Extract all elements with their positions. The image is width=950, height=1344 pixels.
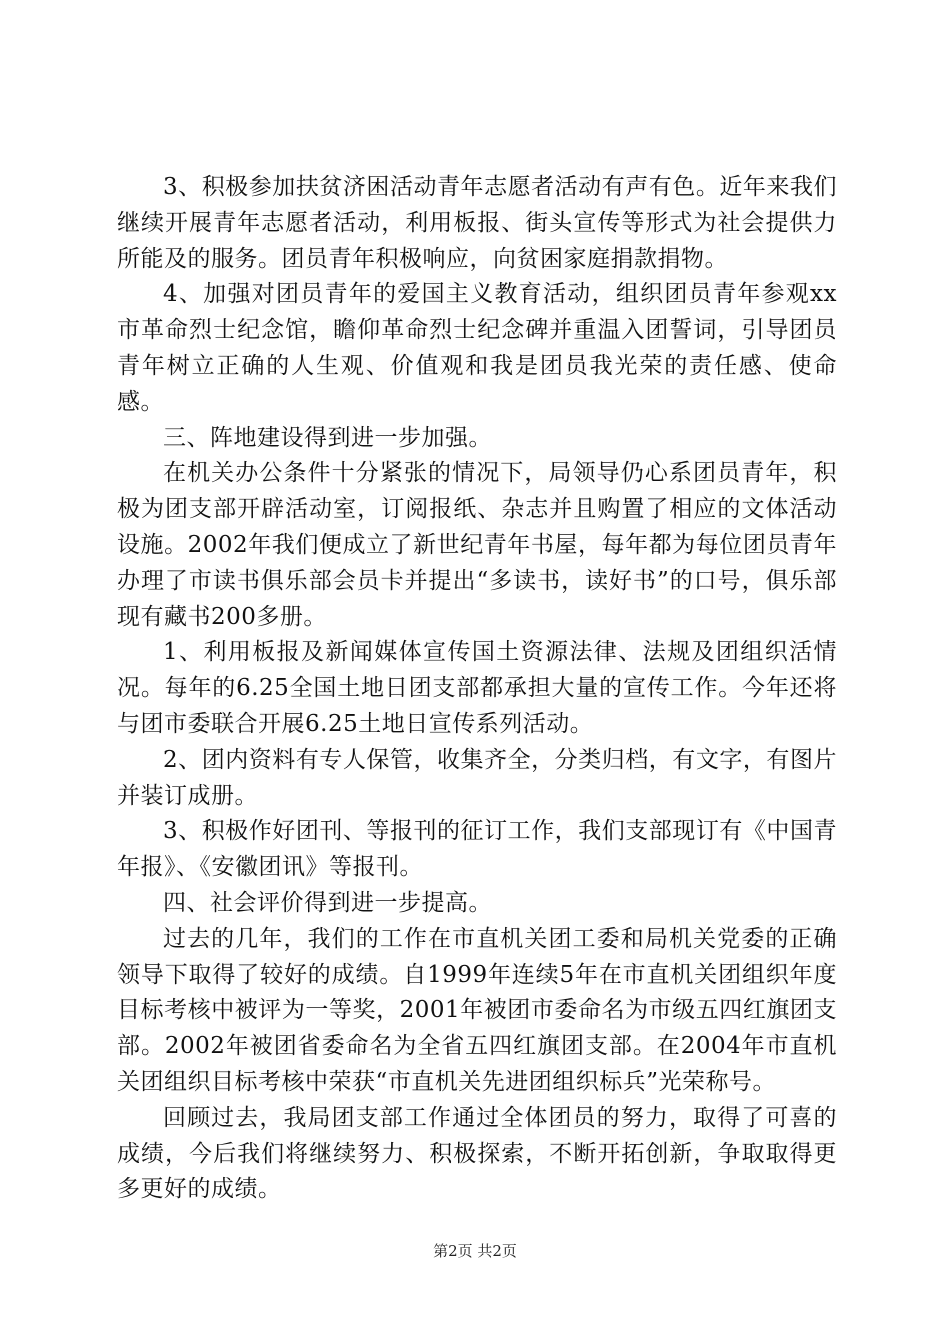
paragraph-publicity: 1、利用板报及新闻媒体宣传国土资源法律、法规及团组织活情况。每年的6.25全国土地日团支部都承担大量的宣传工作。今年还将与团市委联合开展6.25土地日宣传系列活动。 <box>117 639 837 737</box>
paragraph-activity-room: 在机关办公条件十分紧张的情况下，局领导仍心系团员青年，积极为团支部开辟活动室，订阅报纸、杂志并且购置了相应的文体活动设施。2002年我们便成立了新世纪青年书屋，每年都为每位团员青年办理了市读书俱乐部会员卡并提出“多读书，读好书”的口号，俱乐部现有藏书200多册。 <box>117 460 837 630</box>
section-heading-social-evaluation: 四、社会评价得到进一步提高。 <box>163 889 492 916</box>
paragraph-honors: 过去的几年，我们的工作在市直机关团工委和局机关党委的正确领导下取得了较好的成绩。自1999年连续5年在市直机关团组织年度目标考核中被评为一等奖，2001年被团市委命名为市级五四红旗团支部。2002年被团省委命名为全省五四红旗团支部。在2004年市直机关团组织目标考核中荣获“市直机关先进团组织标兵”光荣称号。 <box>117 925 837 1095</box>
section-heading-position-building: 三、阵地建设得到进一步加强。 <box>163 424 492 451</box>
paragraph-conclusion: 回顾过去，我局团支部工作通过全体团员的努力，取得了可喜的成绩，今后我们将继续努力、积极探索，不断开拓创新，争取取得更多更好的成绩。 <box>117 1104 837 1203</box>
paragraph-patriotic-education: 4、加强对团员青年的爱国主义教育活动，组织团员青年参观xx市革命烈士纪念馆，瞻仰革命烈士纪念碑并重温入团誓词，引导团员青年树立正确的人生观、价值观和我是团员我光荣的责任感、使命感。 <box>117 281 837 415</box>
paragraph-volunteer-activities: 3、积极参加扶贫济困活动青年志愿者活动有声有色。近年来我们继续开展青年志愿者活动，利用板报、街头宣传等形式为社会提供力所能及的服务。团员青年积极响应，向贫困家庭捐款捐物。 <box>117 174 837 272</box>
document-body <box>117 170 837 1208</box>
page-footer: 第2页 共2页 <box>433 1242 517 1260</box>
paragraph-subscriptions: 3、积极作好团刊、等报刊的征订工作，我们支部现订有《中国青年报》、《安徽团讯》等报刊。 <box>117 818 837 881</box>
paragraph-archives: 2、团内资料有专人保管，收集齐全，分类归档，有文字，有图片并装订成册。 <box>117 746 837 809</box>
